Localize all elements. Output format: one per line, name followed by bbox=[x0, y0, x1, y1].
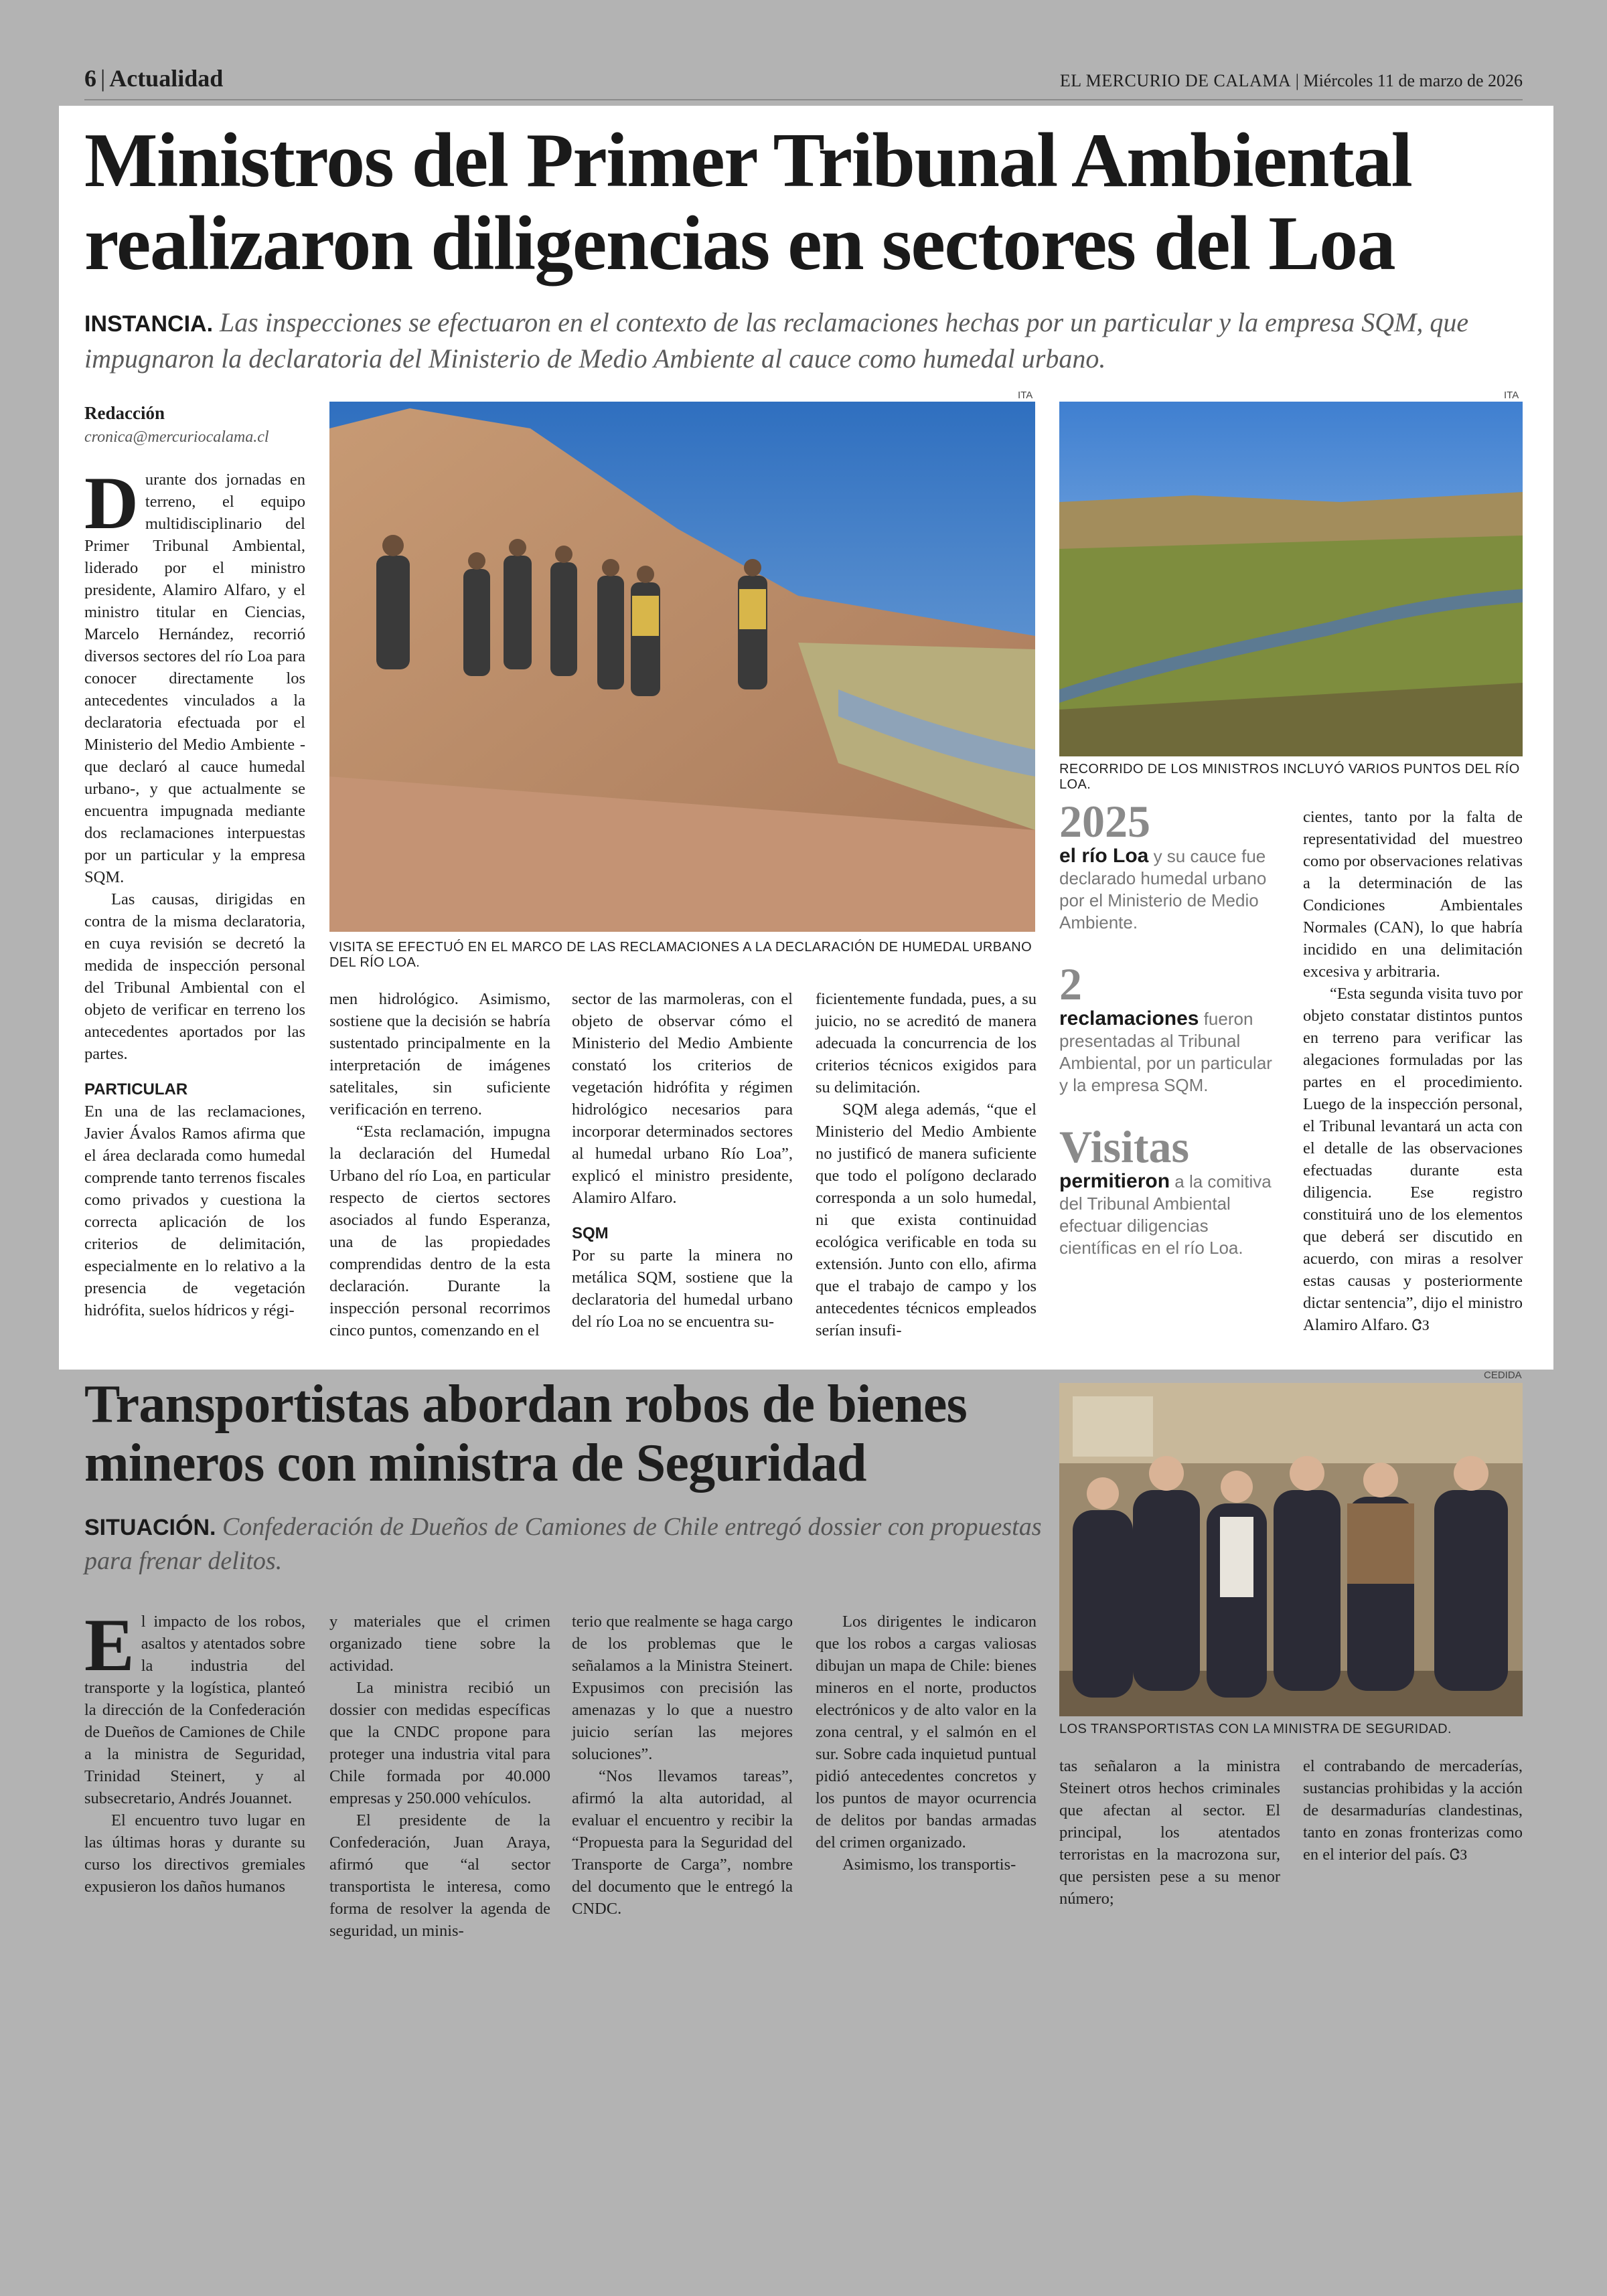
photo3-credit: CEDIDA bbox=[1484, 1370, 1522, 1381]
photo3-caption: LOS TRANSPORTISTAS CON LA MINISTRA DE SEGURIDAD. bbox=[1059, 1722, 1452, 1736]
photo1-credit: ITA bbox=[1018, 390, 1033, 401]
article2-paragraph: tas señalaron a la ministra Steinert otros hechos criminales que afectan al sector. El principal, los atentados terroristas en la macrozona sur, que persisten pese a su menor número; bbox=[1059, 1757, 1280, 1908]
article1-paragraph: men hidrológico. Asimismo, sostiene que la decisión se habría sustentado principalmente en la interpretación de imágenes satelitales, sin suficiente verificación en terreno. bbox=[329, 990, 550, 1119]
fact-number: 2025 bbox=[1059, 796, 1150, 847]
article1-paragraph: “Esta segunda visita tuvo por objeto constatar distintos puntos en terreno para verificar las alegaciones formuladas por las partes en el procedimiento. Luego de la inspección personal, el Tribunal levantará un acta con el detalle de las observaciones efectuadas durante esta diligencia. Ese registro constituirá uno de los elementos que deberá ser discutido en acuerdo, con miras a resolver estas causas y posteriormente dictar sentencia”, dijo el ministro Alamiro Alfaro. ᏣЗ bbox=[1303, 985, 1523, 1334]
article2-deck bbox=[84, 1510, 1042, 1578]
article1-paragraph: Por su parte la minera no metálica SQM, sostiene que la declaratoria del humedal urbano del río Loa no se encuentra su- bbox=[572, 1246, 793, 1331]
end-mark: ᏣЗ bbox=[1450, 1846, 1468, 1863]
subhead-particular: PARTICULAR bbox=[84, 1080, 188, 1098]
article1-kicker: INSTANCIA. bbox=[84, 311, 214, 337]
article1-paragraph: sector de las marmoleras, con el objeto de observar cómo el Ministerio del Medio Ambiente constató los criterios de vegetación hidrófita y régimen hidrológico necesarios para incorporar determinados sectores al humedal urbano Río Loa”, explicó el ministro presidente, Alamiro Alfaro. bbox=[572, 990, 793, 1207]
article2-column-4 bbox=[816, 1611, 1037, 1876]
article1-deck bbox=[84, 305, 1504, 376]
subhead-sqm: SQM bbox=[572, 1224, 609, 1242]
fact-text: el río Loa y su cauce fue declarado humedal urbano por el Ministerio de Medio Ambiente. bbox=[1059, 845, 1267, 932]
byline-email[interactable]: cronica@mercuriocalama.cl bbox=[84, 428, 269, 446]
photo-transport-meeting bbox=[1059, 1383, 1523, 1716]
article2-column-3 bbox=[572, 1611, 793, 1920]
page-header-publication: EL MERCURIO DE CALAMA | Miércoles 11 de marzo de 2026 bbox=[1059, 71, 1523, 90]
article1-paragraph: “Esta reclamación, impugna la declaración del Humedal Urbano del río Loa, en particular respecto de ciertos sectores asociados al fundo Esperanza, una de las propiedades comprendidas dentro de la esta declaración. Durante la inspección personal recorrimos cinco puntos, comenzando en el bbox=[329, 1123, 550, 1339]
article2-paragraph: El encuentro tuvo lugar en las últimas horas y durante su curso los directivos gremiales expusieron los daños humanos bbox=[84, 1811, 305, 1896]
article2-paragraph: El presidente de la Confederación, Juan Araya, afirmó que “al sector transportista le interesa, como forma de resolver la agenda de seguridad, un minis- bbox=[329, 1811, 550, 1940]
byline: Redacción bbox=[84, 403, 165, 423]
dropcap: E bbox=[84, 1604, 135, 1687]
article2-column-2 bbox=[329, 1611, 550, 1942]
page-number: 6 bbox=[84, 65, 96, 92]
fact-number: 2 bbox=[1059, 959, 1082, 1009]
article1-headline: Ministros del Primer Tribunal Ambiental realizaron diligencias en sectores del Loa bbox=[84, 118, 1412, 286]
article1-paragraph: En una de las reclamaciones, Javier Ávalos Ramos afirma que el área declarada como humedal comprende tanto terrenos fiscales como privados y cuestiona la correcta aplicación de los criterios de delimitación, especialmente en lo relativo a la presencia de vegetación hidrófita, suelos hídricos y régi- bbox=[84, 1102, 305, 1319]
fact-item bbox=[1059, 1123, 1280, 1259]
publication-name: EL MERCURIO DE CALAMA bbox=[1059, 71, 1292, 90]
article1-column-3 bbox=[572, 988, 793, 1333]
photo-inspection-team-image bbox=[329, 402, 1035, 932]
photo2-credit: ITA bbox=[1504, 390, 1519, 401]
end-mark: ᏣЗ bbox=[1411, 1317, 1430, 1333]
article2-paragraph: “Nos llevamos tareas”, afirmó la alta autoridad, al evaluar el encuentro y recibir la “Propuesta para la Seguridad del Transporte de Carga”, nombre del documento que le entregó la CNDC. bbox=[572, 1767, 793, 1918]
article1-column-2 bbox=[329, 988, 550, 1341]
photo1-caption: VISITA SE EFECTUÓ EN EL MARCO DE LAS RECLAMACIONES A LA DECLARACIÓN DE HUMEDAL URBANO DEL RÍO LOA. bbox=[329, 940, 1032, 970]
article2-paragraph: el contrabando de mercaderías, sustancias prohibidas y la acción de desarmadurías clandestinas, tanto en zonas fronterizas como en el interior del país. ᏣЗ bbox=[1303, 1757, 1523, 1864]
article1-column-1 bbox=[84, 462, 305, 1321]
article1-paragraph: Las causas, dirigidas en contra de la misma declaratoria, en cuya revisión se decretó la medida de inspección personal del Tribunal Ambiental con el objeto de verificar en terreno los antecedentes aportados por las partes. bbox=[84, 890, 305, 1063]
article1-paragraph: ficientemente fundada, pues, a su juicio, no se acreditó de manera adecuada la concurrencia de los criterios técnicos exigidos para su delimitación. bbox=[816, 990, 1037, 1096]
article1-paragraph: SQM alega además, “que el Ministerio del Medio Ambiente no justificó de manera suficiente que todo el polígono declarado corresponda a un solo humedal, ni que exista continuidad ecológica verificable en toda su extensión. Junto con ello, afirma que el trabajo de campo y los antecedentes técnicos empleados serían insufi- bbox=[816, 1100, 1037, 1339]
article1-deck-text: Las inspecciones se efectuaron en el contexto de las reclamaciones hechas por un particular y la empresa SQM, que impugnaron la declaratoria del Ministerio de Medio Ambiente al cauce como humedal urbano. bbox=[84, 307, 1469, 374]
article2-column-5 bbox=[1059, 1755, 1280, 1910]
photo-river-loa bbox=[1059, 402, 1523, 756]
fact-number: Visitas bbox=[1059, 1121, 1189, 1172]
fact-item bbox=[1059, 798, 1280, 934]
article1-column-6 bbox=[1303, 806, 1523, 1336]
dropcap: D bbox=[84, 462, 139, 545]
article2-paragraph: El impacto de los robos, asaltos y atentados sobre la industria del transporte y la logística, planteó la dirección de la Confederación de Dueños de Camiones de Chile a la ministra de Seguridad, Trinidad Steinert, y al subsecretario, Andrés Jouannet. bbox=[84, 1604, 305, 1807]
article1-column-4 bbox=[816, 988, 1037, 1341]
fact-box bbox=[1059, 798, 1280, 1259]
article2-column-6 bbox=[1303, 1755, 1523, 1866]
article2-paragraph: Los dirigentes le indicaron que los robos a cargas valiosas dibujan un mapa de Chile: bienes mineros en el norte, productos electrónicos y de alto valor en la zona central, y el salmón en el sur. Sobre cada inquietud puntual pidió antecedentes concretos y los puntos de mayor ocurrencia de delitos por bandas armadas del crimen organizado. bbox=[816, 1613, 1037, 1852]
article2-paragraph: La ministra recibió un dossier con medidas específicas que la CNDC propone para proteger una industria vital para Chile formada por 40.000 empresas y 250.000 vehículos. bbox=[329, 1679, 550, 1807]
article1-paragraph: cientes, tanto por la falta de representatividad del muestreo como por observaciones relativas a la determinación de las Condiciones Ambientales Normales (CAN), lo que habría incidido en una delimitación excesiva y arbitraria. bbox=[1303, 808, 1523, 981]
article2-paragraph: y materiales que el crimen organizado tiene sobre la actividad. bbox=[329, 1613, 550, 1675]
fact-text: permitieron a la comitiva del Tribunal Ambiental efectuar diligencias científicas en el río Loa. bbox=[1059, 1170, 1272, 1258]
fact-item bbox=[1059, 961, 1280, 1096]
publication-date: Miércoles 11 de marzo de 2026 bbox=[1303, 71, 1523, 90]
article2-paragraph: Asimismo, los transportis- bbox=[842, 1856, 1016, 1874]
article1-paragraph: Durante dos jornadas en terreno, el equipo multidisciplinario del Primer Tribunal Ambiental, liderado por el ministro presidente, Alamiro Alfaro, y el ministro titular en Ciencias, Marcelo Hernández, recorrió diversos sectores del río Loa para conocer directamente los antecedentes vinculados a la declaratoria efectuada por el Ministerio del Medio Ambiente -que declaró al cauce humedal urbano-, y que actualmente se encuentra impugnada mediante dos reclamaciones interpuestas por un particular y la empresa SQM. bbox=[84, 462, 305, 886]
article2-paragraph: terio que realmente se haga cargo de los problemas que le señalamos a la Ministra Steinert. Expusimos con precisión las amenazas y lo que a nuestro juicio serían las mejores soluciones”. bbox=[572, 1613, 793, 1763]
article2-kicker: SITUACIÓN. bbox=[84, 1515, 216, 1540]
photo-river-loa-image bbox=[1059, 402, 1523, 756]
article2-column-1 bbox=[84, 1604, 305, 1898]
photo2-caption: RECORRIDO DE LOS MINISTROS INCLUYÓ VARIOS PUNTOS DEL RÍO LOA. bbox=[1059, 762, 1520, 792]
article2-headline: Transportistas abordan robos de bienes mineros con ministra de Seguridad bbox=[84, 1375, 967, 1493]
article2-deck-text: Confederación de Dueños de Camiones de Chile entregó dossier con propuestas para frenar delitos. bbox=[84, 1513, 1042, 1575]
header-rule bbox=[84, 99, 1523, 100]
page-header-section: 6 | Actualidad bbox=[84, 65, 224, 92]
section-name: Actualidad bbox=[109, 65, 224, 92]
fact-text: reclamaciones fueron presentadas al Tribunal Ambiental, por un particular y la empresa SQM. bbox=[1059, 1007, 1272, 1095]
photo-inspection-team bbox=[329, 402, 1035, 932]
photo-transport-meeting-image bbox=[1059, 1383, 1523, 1716]
